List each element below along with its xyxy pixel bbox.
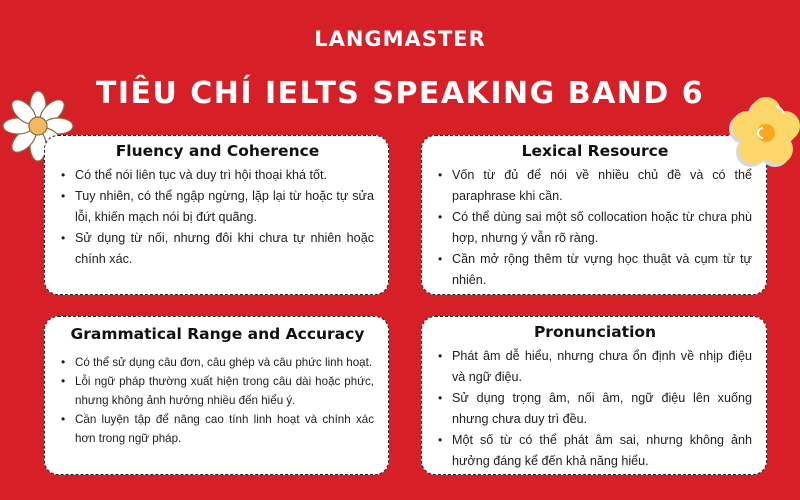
- brand-logo: LANGMASTER: [314, 27, 486, 51]
- card-title: Fluency and Coherence: [115, 142, 320, 160]
- list-item: • Có thể sử dụng câu đơn, câu ghép và câu phức linh hoạt.: [61, 353, 374, 372]
- card-lexical-resource: [421, 135, 767, 295]
- list-item: • Một số từ có thể phát âm sai, nhưng không ảnh hưởng đáng kể đến khả năng hiểu.: [438, 430, 752, 472]
- card-title: Lexical Resource: [521, 142, 669, 160]
- criteria-list: [61, 353, 374, 448]
- card-fluency-coherence: [44, 135, 389, 295]
- criteria-list: [438, 165, 752, 291]
- list-item: • Phát âm dễ hiểu, nhưng chưa ổn định về nhịp điệu và ngữ điệu.: [438, 346, 752, 388]
- card-pronunciation: [421, 316, 767, 475]
- criteria-list: [61, 165, 374, 270]
- page-title: TIÊU CHÍ IELTS SPEAKING BAND 6: [95, 76, 705, 111]
- list-item: • Sử dụng từ nối, nhưng đôi khi chưa tự nhiên hoặc chính xác.: [61, 228, 374, 270]
- list-item: • Cần luyện tập để nâng cao tính linh hoạt và chính xác hơn trong ngữ pháp.: [61, 410, 374, 448]
- list-item: • Vốn từ đủ để nói về nhiều chủ đề và có thể paraphrase khi cần.: [438, 165, 752, 207]
- card-grammatical-range-accuracy: [44, 316, 389, 475]
- list-item: • Có thể dùng sai một số collocation hoặc từ chưa phù hợp, nhưng ý vẫn rõ ràng.: [438, 207, 752, 249]
- list-item: • Lỗi ngữ pháp thường xuất hiện trong câu dài hoặc phức, nhưng không ảnh hưởng nhiều đến hiểu ý.: [61, 372, 374, 410]
- criteria-list: [438, 346, 752, 472]
- card-title: Grammatical Range and Accuracy: [70, 325, 365, 343]
- list-item: • Cần mở rộng thêm từ vựng học thuật và cụm từ tự nhiên.: [438, 249, 752, 291]
- list-item: • Sử dụng trọng âm, nối âm, ngữ điệu lên xuống nhưng chưa duy trì đều.: [438, 388, 752, 430]
- list-item: • Có thể nói liên tục và duy trì hội thoại khá tốt.: [61, 165, 374, 186]
- yellow-flower-icon: [728, 90, 800, 170]
- list-item: • Tuy nhiên, có thể ngập ngừng, lặp lại từ hoặc tự sửa lỗi, khiến mạch nói bị đứt quãng.: [61, 186, 374, 228]
- card-title: Pronunciation: [533, 323, 657, 341]
